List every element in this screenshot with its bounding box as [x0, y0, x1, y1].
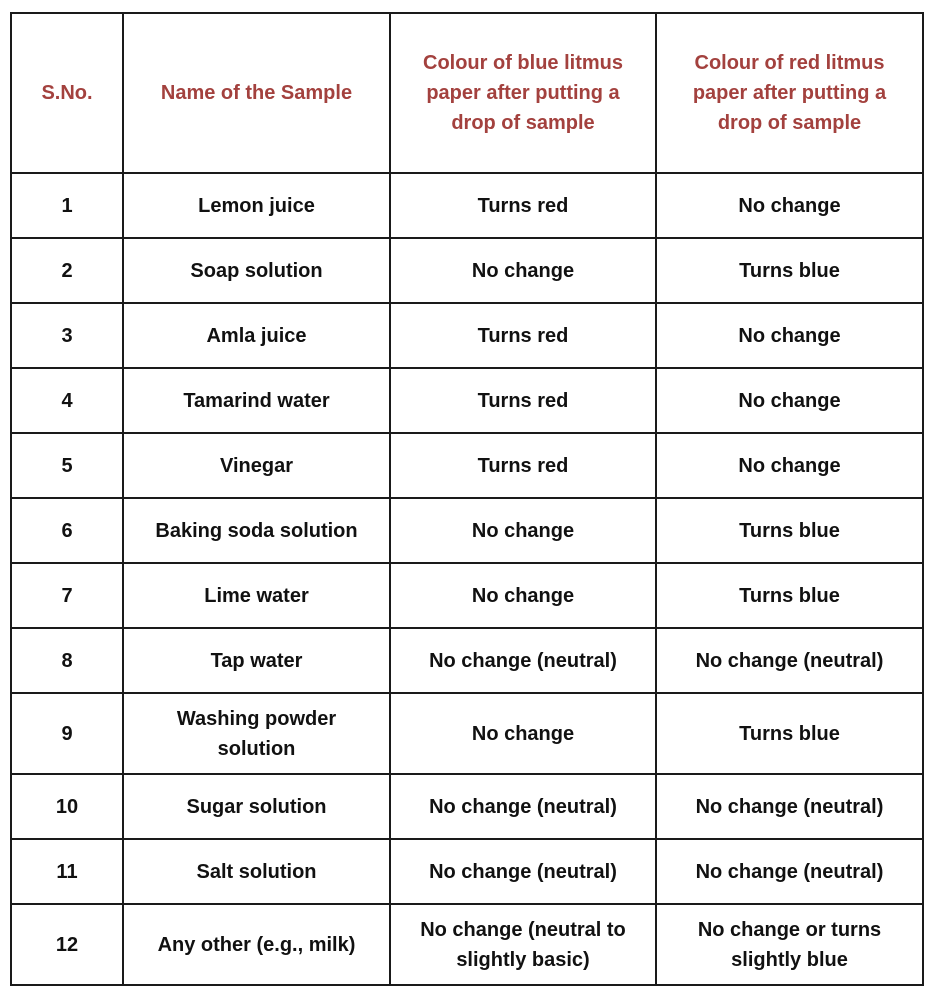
table-row [11, 433, 923, 498]
cell-sample-name: Any other (e.g., milk) [123, 904, 390, 985]
table-row [11, 563, 923, 628]
cell-sample-name: Amla juice [123, 303, 390, 368]
table-row [11, 628, 923, 693]
header-row [11, 13, 923, 173]
cell-red-litmus: No change [656, 303, 923, 368]
cell-serial-number: 2 [11, 238, 123, 303]
table-row [11, 173, 923, 238]
cell-serial-number: 11 [11, 839, 123, 904]
cell-serial-number: 3 [11, 303, 123, 368]
cell-red-litmus: No change [656, 368, 923, 433]
header-blue-litmus: Colour of blue litmus paper after putting a drop of sample [390, 13, 656, 173]
cell-blue-litmus: No change (neutral to slightly basic) [390, 904, 656, 985]
cell-blue-litmus: No change (neutral) [390, 839, 656, 904]
table-row [11, 774, 923, 839]
table-row [11, 693, 923, 774]
cell-serial-number: 7 [11, 563, 123, 628]
cell-serial-number: 1 [11, 173, 123, 238]
cell-sample-name: Tamarind water [123, 368, 390, 433]
header-red-litmus: Colour of red litmus paper after putting a drop of sample [656, 13, 923, 173]
cell-blue-litmus: No change [390, 693, 656, 774]
cell-red-litmus: Turns blue [656, 498, 923, 563]
cell-serial-number: 10 [11, 774, 123, 839]
cell-blue-litmus: No change (neutral) [390, 774, 656, 839]
header-serial-number: S.No. [11, 13, 123, 173]
cell-blue-litmus: No change [390, 238, 656, 303]
cell-blue-litmus: No change [390, 563, 656, 628]
cell-red-litmus: Turns blue [656, 563, 923, 628]
cell-red-litmus: No change [656, 433, 923, 498]
cell-sample-name: Baking soda solution [123, 498, 390, 563]
table-row [11, 839, 923, 904]
cell-sample-name: Soap solution [123, 238, 390, 303]
table-row [11, 238, 923, 303]
cell-red-litmus: No change (neutral) [656, 839, 923, 904]
cell-sample-name: Lemon juice [123, 173, 390, 238]
cell-serial-number: 4 [11, 368, 123, 433]
table-row [11, 498, 923, 563]
cell-serial-number: 9 [11, 693, 123, 774]
cell-red-litmus: Turns blue [656, 693, 923, 774]
cell-sample-name: Lime water [123, 563, 390, 628]
cell-blue-litmus: Turns red [390, 173, 656, 238]
cell-blue-litmus: Turns red [390, 303, 656, 368]
cell-red-litmus: No change [656, 173, 923, 238]
header-sample-name: Name of the Sample [123, 13, 390, 173]
cell-blue-litmus: No change (neutral) [390, 628, 656, 693]
cell-red-litmus: No change (neutral) [656, 774, 923, 839]
cell-serial-number: 8 [11, 628, 123, 693]
cell-sample-name: Tap water [123, 628, 390, 693]
cell-blue-litmus: No change [390, 498, 656, 563]
cell-blue-litmus: Turns red [390, 368, 656, 433]
cell-sample-name: Salt solution [123, 839, 390, 904]
cell-sample-name: Sugar solution [123, 774, 390, 839]
table-row [11, 904, 923, 985]
table-row [11, 368, 923, 433]
cell-serial-number: 6 [11, 498, 123, 563]
cell-red-litmus: No change (neutral) [656, 628, 923, 693]
litmus-results-table [10, 12, 924, 986]
cell-serial-number: 12 [11, 904, 123, 985]
table-row [11, 303, 923, 368]
cell-sample-name: Washing powder solution [123, 693, 390, 774]
cell-blue-litmus: Turns red [390, 433, 656, 498]
cell-red-litmus: Turns blue [656, 238, 923, 303]
cell-red-litmus: No change or turns slightly blue [656, 904, 923, 985]
cell-serial-number: 5 [11, 433, 123, 498]
cell-sample-name: Vinegar [123, 433, 390, 498]
